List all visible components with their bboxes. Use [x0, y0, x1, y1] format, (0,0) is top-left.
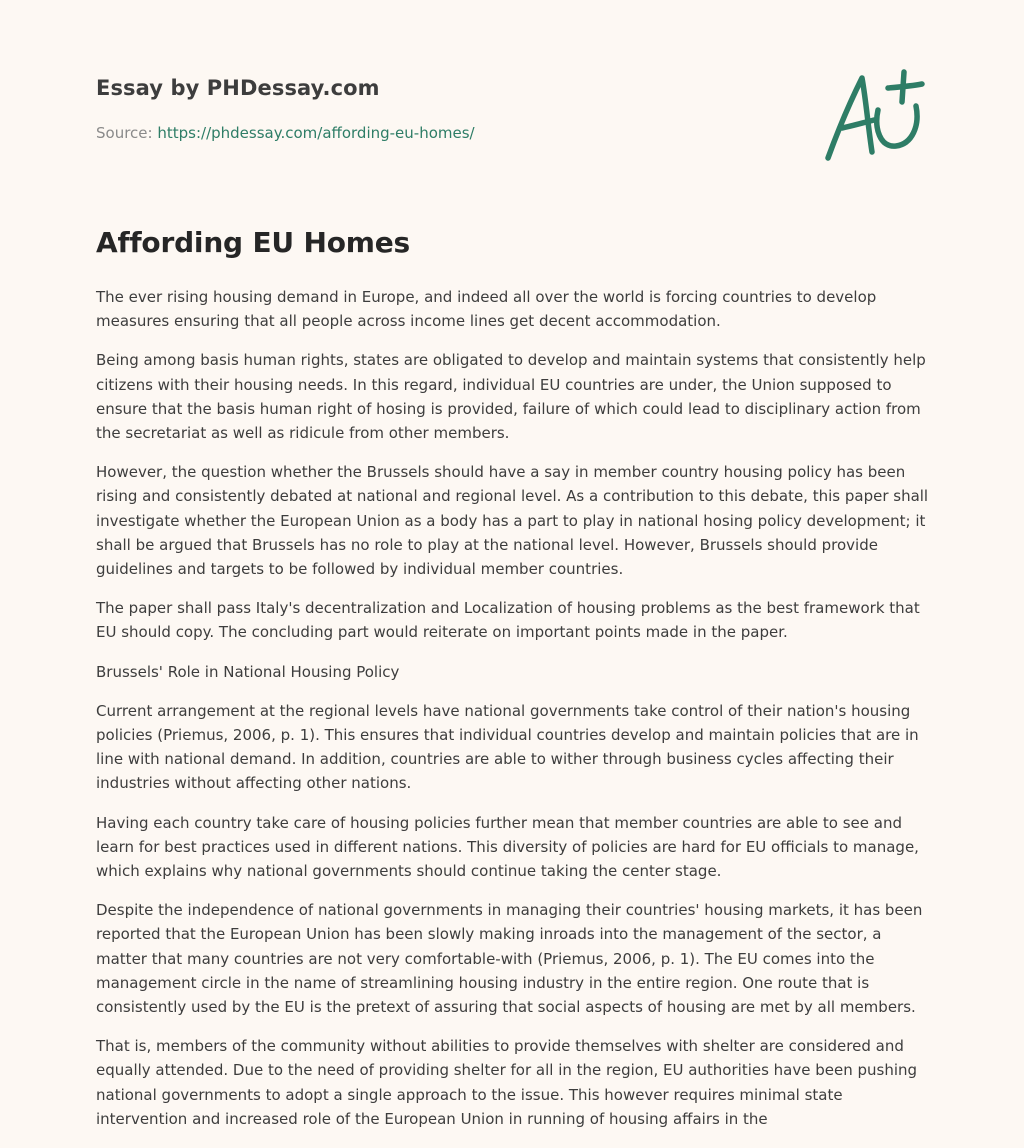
source-link[interactable]: https://phdessay.com/affording-eu-homes/	[157, 124, 475, 142]
paragraph: Having each country take care of housing policies further mean that member countries are able to see and learn for best practices used in different nations. This diversity of policies are hard for EU officials to manage, which explains why national governments should continue taking the center stage.	[96, 813, 919, 881]
paragraph: The paper shall pass Italy's decentralization and Localization of housing problems as the best framework that EU should copy. The concluding part would reiterate on important points made in the paper.	[96, 599, 920, 642]
paragraph: The ever rising housing demand in Europe, and indeed all over the world is forcing countries to develop measures ensuring that all people across income lines get decent accommodation.	[96, 288, 877, 331]
page-header	[96, 0, 932, 200]
source-line	[96, 124, 475, 142]
document-title: Affording EU Homes	[96, 226, 410, 259]
paragraph: Being among basis human rights, states are obligated to develop and maintain systems that consistently help citizens with their housing needs. In this regard, individual EU countries are under, the Union supposed to ensure that the basis human right of hosing is provided, failure of which could lead to disciplinary action from the secretariat as well as ridicule from other members.	[96, 351, 926, 443]
brand-title: Essay by PHDessay.com	[96, 76, 380, 100]
section-heading: Brussels' Role in National Housing Policy	[96, 662, 400, 681]
document-body	[96, 285, 932, 1146]
a-plus-logo-icon	[822, 66, 928, 166]
paragraph: That is, members of the community without abilities to provide themselves with shelter are considered and equally attended. Due to the need of providing shelter for all in the region, EU authorities have been pushing national governments to adopt a single approach to the issue. This however requires minimal state intervention and increased role of the European Union in running of housing affairs in the	[96, 1037, 918, 1128]
source-label: Source:	[96, 124, 153, 142]
paragraph: Current arrangement at the regional levels have national governments take control of their nation's housing policies (Priemus, 2006, p. 1). This ensures that individual countries develop and maintain policies that are in line with national demand. In addition, countries are able to wither through business cycles affecting their industries without affecting other nations.	[96, 701, 919, 793]
paragraph: However, the question whether the Brussels should have a say in member country housing policy has been rising and consistently debated at national and regional level. As a contribution to this debate, this paper shall investigate whether the European Union as a body has a part to play in national hosing policy development; it shall be argued that Brussels has no role to play at the national level. However, Brussels should provide guidelines and targets to be followed by individual member countries.	[96, 463, 929, 579]
paragraph: Despite the independence of national governments in managing their countries' housing markets, it has been reported that the European Union has been slowly making inroads into the management of the sector, a matter that many countries are not very comfortable-with (Priemus, 2006, p. 1). The EU comes into the management circle in the name of streamlining housing industry in the entire region. One route that is consistently used by the EU is the pretext of assuring that social aspects of housing are met by all members.	[96, 901, 923, 1017]
essay-page	[96, 0, 932, 1128]
